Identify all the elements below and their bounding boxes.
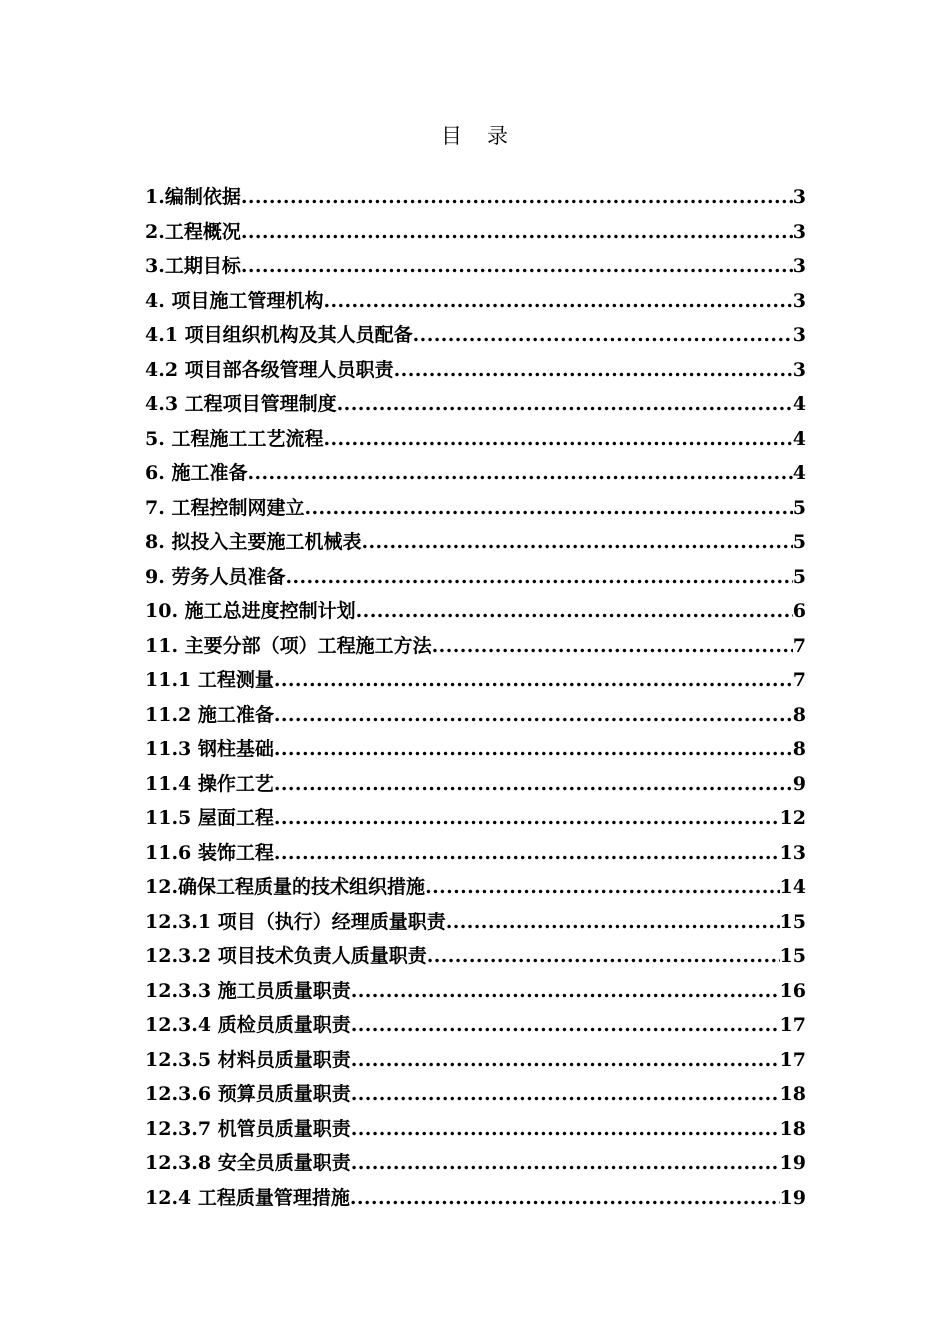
- toc-entry[interactable]: [145, 180, 806, 215]
- toc-dot-leader: [323, 422, 792, 457]
- toc-entry-label: 10. 施工总进度控制计划: [145, 600, 356, 622]
- toc-entry-label: 2.工程概况: [145, 220, 241, 243]
- toc-dot-leader: [351, 1008, 780, 1043]
- toc-entry-label: 3.工期目标: [145, 255, 241, 277]
- toc-entry[interactable]: [145, 353, 806, 388]
- toc-entry[interactable]: [145, 318, 806, 353]
- toc-dot-leader: [351, 1043, 780, 1078]
- toc-title-left: 目: [441, 124, 463, 148]
- toc-entry-label: 12.3.8 安全员质量职责: [145, 1152, 351, 1174]
- toc-entry[interactable]: [145, 732, 806, 767]
- toc-entry-page-number: 14: [779, 876, 806, 898]
- toc-entry-page-number: 3: [792, 186, 806, 208]
- toc-entry-label: 12.3.7 机管员质量职责: [145, 1117, 351, 1140]
- toc-entry-label: 12.3.5 材料员质量职责: [145, 1048, 351, 1071]
- toc-dot-leader: [274, 836, 780, 871]
- toc-dot-leader: [351, 1146, 780, 1181]
- toc-dot-leader: [350, 1181, 780, 1216]
- toc-entry-label: 9. 劳务人员准备: [145, 565, 286, 588]
- toc-entry[interactable]: [145, 1043, 806, 1078]
- toc-entry[interactable]: [145, 491, 806, 526]
- toc-entry[interactable]: [145, 836, 806, 871]
- toc-entry[interactable]: [145, 215, 806, 250]
- toc-entry-page-number: 13: [779, 841, 806, 864]
- toc-dot-leader: [247, 456, 792, 491]
- toc-entry[interactable]: [145, 525, 806, 560]
- toc-entry[interactable]: [145, 1146, 806, 1181]
- toc-entry-page-number: 15: [779, 945, 806, 967]
- toc-entry-label: 12.3.1 项目（执行）经理质量职责: [145, 910, 446, 933]
- toc-dot-leader: [274, 767, 793, 802]
- toc-dot-leader: [337, 387, 793, 422]
- toc-title: [0, 122, 950, 150]
- toc-entry-page-number: 9: [792, 772, 806, 795]
- toc-dot-leader: [425, 870, 779, 905]
- toc-dot-leader: [427, 939, 780, 974]
- toc-entry-label: 11.1 工程测量: [145, 669, 274, 691]
- toc-entry-label: 11.6 装饰工程: [145, 841, 274, 864]
- toc-entry-page-number: 4: [792, 462, 806, 484]
- toc-entry-label: 11.3 钢柱基础: [145, 738, 274, 760]
- toc-entry[interactable]: [145, 801, 806, 836]
- toc-entry-label: 7. 工程控制网建立: [145, 496, 305, 519]
- toc-entry[interactable]: [145, 870, 806, 905]
- toc-dot-leader: [351, 1077, 780, 1112]
- toc-dot-leader: [241, 249, 793, 284]
- toc-entry[interactable]: [145, 629, 806, 664]
- toc-entry[interactable]: [145, 594, 806, 629]
- toc-entry[interactable]: [145, 1112, 806, 1147]
- toc-entry-page-number: 17: [779, 1014, 806, 1036]
- toc-entry-label: 12.确保工程质量的技术组织措施: [145, 876, 426, 898]
- toc-entry[interactable]: [145, 284, 806, 319]
- toc-dot-leader: [274, 698, 793, 733]
- toc-entry[interactable]: [145, 974, 806, 1009]
- toc-entry[interactable]: [145, 456, 806, 491]
- toc-entry-label: 4.3 工程项目管理制度: [145, 393, 337, 415]
- toc-entry-page-number: 8: [792, 738, 806, 760]
- toc-dot-leader: [446, 905, 780, 940]
- toc-entry[interactable]: [145, 387, 806, 422]
- toc-dot-leader: [351, 1112, 780, 1147]
- toc-entry-page-number: 3: [792, 324, 806, 346]
- toc-entry-page-number: 5: [792, 565, 806, 588]
- toc-entry-label: 12.3.4 质检员质量职责: [145, 1014, 351, 1036]
- toc-entry[interactable]: [145, 663, 806, 698]
- toc-entry[interactable]: [145, 1008, 806, 1043]
- toc-entry-page-number: 5: [792, 531, 806, 553]
- toc-entry-label: 8. 拟投入主要施工机械表: [145, 531, 362, 553]
- toc-entry-page-number: 5: [792, 496, 806, 519]
- toc-entry-label: 12.3.2 项目技术负责人质量职责: [145, 945, 427, 967]
- toc-entry-label: 4. 项目施工管理机构: [145, 289, 324, 312]
- toc-entry-label: 12.3.3 施工员质量职责: [145, 979, 351, 1002]
- toc-entry-page-number: 19: [779, 1152, 806, 1174]
- toc-dot-leader: [361, 525, 792, 560]
- toc-entry[interactable]: [145, 422, 806, 457]
- toc-title-right: 录: [487, 124, 509, 148]
- toc-dot-leader: [394, 353, 793, 388]
- toc-entry-page-number: 7: [792, 669, 806, 691]
- toc-entry-label: 4.2 项目部各级管理人员职责: [145, 358, 394, 381]
- toc-entry-page-number: 7: [792, 634, 806, 657]
- toc-dot-leader: [356, 594, 793, 629]
- toc-entry-page-number: 17: [779, 1048, 806, 1071]
- table-of-contents: [145, 180, 806, 1215]
- toc-entry-label: 12.4 工程质量管理措施: [145, 1186, 350, 1209]
- toc-dot-leader: [274, 801, 780, 836]
- toc-dot-leader: [241, 180, 793, 215]
- toc-dot-leader: [241, 215, 793, 250]
- toc-entry[interactable]: [145, 905, 806, 940]
- toc-entry-page-number: 4: [792, 393, 806, 415]
- toc-entry-page-number: 18: [779, 1117, 806, 1140]
- toc-dot-leader: [351, 974, 780, 1009]
- toc-entry-label: 4.1 项目组织机构及其人员配备: [145, 324, 413, 346]
- toc-entry[interactable]: [145, 1181, 806, 1216]
- toc-entry-page-number: 3: [792, 289, 806, 312]
- toc-entry-page-number: 3: [792, 255, 806, 277]
- toc-entry[interactable]: [145, 767, 806, 802]
- toc-entry-label: 1.编制依据: [145, 186, 241, 208]
- toc-entry-page-number: 6: [792, 600, 806, 622]
- toc-dot-leader: [432, 629, 793, 664]
- toc-dot-leader: [304, 491, 792, 526]
- toc-entry-label: 11.5 屋面工程: [145, 807, 274, 829]
- toc-dot-leader: [413, 318, 793, 353]
- toc-entry-page-number: 19: [779, 1186, 806, 1209]
- toc-dot-leader: [274, 732, 793, 767]
- toc-entry-page-number: 8: [792, 703, 806, 726]
- toc-entry[interactable]: [145, 560, 806, 595]
- toc-entry[interactable]: [145, 249, 806, 284]
- toc-entry-label: 11.2 施工准备: [145, 703, 274, 726]
- toc-entry-label: 12.3.6 预算员质量职责: [145, 1083, 351, 1105]
- toc-entry-page-number: 15: [779, 910, 806, 933]
- toc-entry-label: 11. 主要分部（项）工程施工方法: [145, 634, 432, 657]
- toc-entry-label: 11.4 操作工艺: [145, 772, 274, 795]
- toc-entry-page-number: 18: [779, 1083, 806, 1105]
- toc-entry-label: 6. 施工准备: [145, 462, 248, 484]
- toc-entry[interactable]: [145, 939, 806, 974]
- toc-entry-page-number: 3: [792, 220, 806, 243]
- toc-dot-leader: [274, 663, 793, 698]
- toc-entry-page-number: 16: [779, 979, 806, 1002]
- toc-dot-leader: [323, 284, 792, 319]
- toc-entry-label: 5. 工程施工工艺流程: [145, 427, 324, 450]
- toc-entry-page-number: 4: [792, 427, 806, 450]
- toc-entry-page-number: 12: [779, 807, 806, 829]
- toc-entry[interactable]: [145, 698, 806, 733]
- toc-dot-leader: [285, 560, 792, 595]
- toc-entry[interactable]: [145, 1077, 806, 1112]
- toc-entry-page-number: 3: [792, 358, 806, 381]
